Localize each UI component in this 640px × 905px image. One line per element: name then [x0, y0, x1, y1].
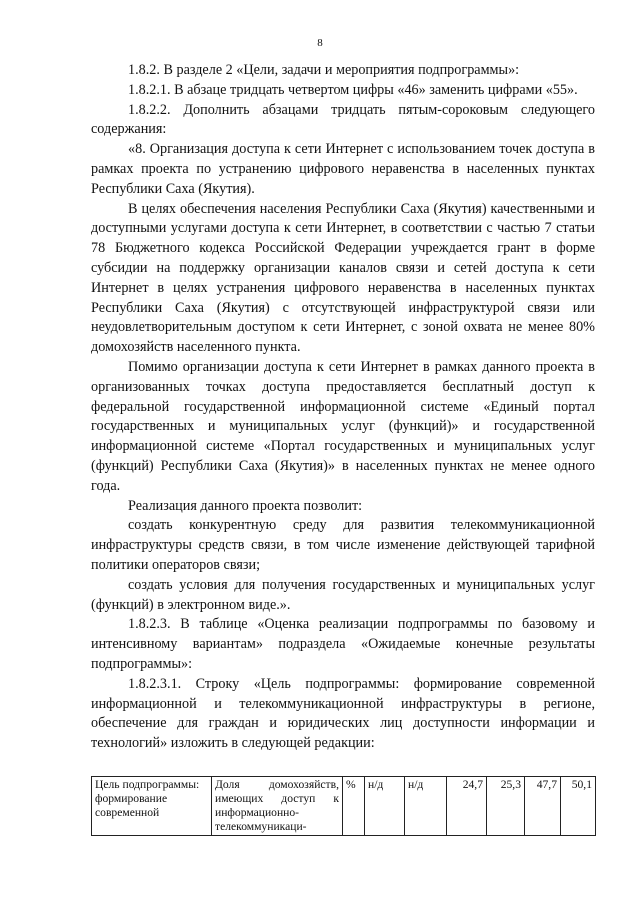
paragraph: 1.8.2. В разделе 2 «Цели, задачи и мероприятия подпрограммы»:: [128, 62, 520, 78]
table-row: [92, 777, 596, 836]
paragraph: 1.8.2.3. В таблице «Оценка реализации подпрограммы по базовому и интенсивному вариантам» подраздела «Ожидаемые конечные результаты подпрограммы»:: [91, 616, 595, 672]
goal-cell: Цель подпрограммы: формирование современной: [92, 777, 212, 836]
paragraph: создать условия для получения государственных и муниципальных услуг (функций) в электронном виде.».: [91, 576, 595, 613]
document-body: [91, 61, 595, 754]
value-cell: 24,7: [447, 777, 487, 836]
base-value-cell: н/д: [405, 777, 447, 836]
unit-cell: %: [343, 777, 365, 836]
paragraph: Реализация данного проекта позволит:: [128, 497, 363, 514]
indicator-table: [91, 776, 596, 836]
indicator-cell: Доля домохозяйств, имеющих доступ к информационно-телекоммуникаци-: [212, 777, 343, 836]
paragraph: 1.8.2.2. Дополнить абзацами тридцать пятым-сороковым следующего содержания:: [91, 101, 595, 138]
paragraph: создать конкурентную среду для развития телекоммуникационной инфраструктуры средств связи, в том числе изменение действующей тарифной политики операторов связи;: [91, 517, 595, 573]
paragraph: В целях обеспечения населения Республики Саха (Якутия) качественными и доступными услугами доступа к сети Интернет, в соответствии с частью 7 статьи 78 Бюджетного кодекса Российской Федерации учреждается грант в форме субсидии на поддержку организации каналов связи и сетей доступа к сети Интернет в целях устранения цифрового неравенства в населенных пунктах Республики Саха (Якутия) с отсутствующей инфраструктурой связи или неудовлетворительным доступом к сети Интернет, с зоной охвата не менее 80% домохозяйств населенного пункта.: [91, 200, 595, 356]
paragraph: «8. Организация доступа к сети Интернет с использованием точек доступа в рамках проекта по устранению цифрового неравенства в населенных пунктах Республики Саха (Якутия).: [91, 141, 595, 197]
value-cell: 25,3: [487, 777, 525, 836]
value-cell: 47,7: [525, 777, 561, 836]
value-cell: 50,1: [561, 777, 596, 836]
paragraph: 1.8.2.3.1. Строку «Цель подпрограммы: формирование современной информационной и телекоммуникационной инфраструктуры в регионе, обеспечение для граждан и юридических лиц доступности информации и технологий» изложить в следующей редакции:: [91, 675, 595, 752]
page-number: 8: [317, 37, 323, 49]
base-value-cell: н/д: [365, 777, 405, 836]
paragraph: Помимо организации доступа к сети Интернет в рамках данного проекта в организованных точках доступа предоставляется бесплатный доступ к федеральной государственной информационной системе «Единый портал государственных и муниципальных услуг (функций)» и государственной информационной системе «Портал государственных и муниципальных услуг (функций) Республики Саха (Якутия)» в населенных пунктах не менее одного года.: [91, 358, 595, 494]
paragraph: 1.8.2.1. В абзаце тридцать четвертом цифры «46» заменить цифрами «55».: [128, 81, 578, 98]
